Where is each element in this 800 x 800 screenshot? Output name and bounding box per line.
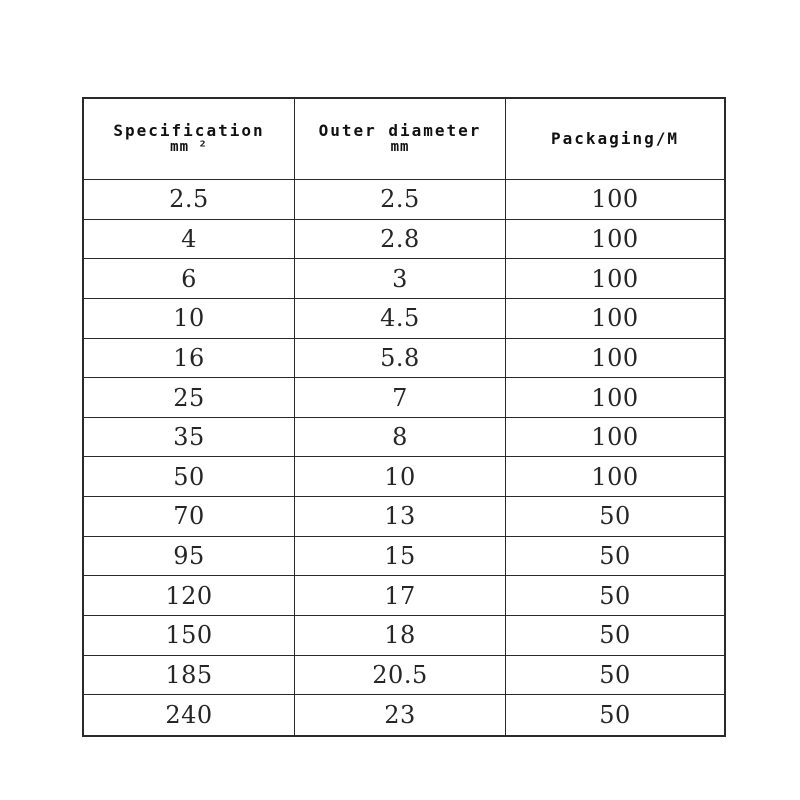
cell-specification: 25: [84, 378, 295, 418]
cell-specification: 95: [84, 537, 295, 577]
cell-specification: 50: [84, 457, 295, 497]
cell-outer-diameter: 8: [295, 418, 506, 458]
cell-outer-diameter: 17: [295, 576, 506, 616]
cell-outer-diameter: 2.8: [295, 220, 506, 260]
cell-packaging: 100: [506, 339, 724, 379]
cell-specification: 70: [84, 497, 295, 537]
cell-outer-diameter: 3: [295, 259, 506, 299]
cell-packaging: 50: [506, 537, 724, 577]
cell-specification: 6: [84, 259, 295, 299]
cell-outer-diameter: 7: [295, 378, 506, 418]
cell-outer-diameter: 10: [295, 457, 506, 497]
cell-specification: 120: [84, 576, 295, 616]
cell-packaging: 100: [506, 259, 724, 299]
header-outer-diameter-label: Outer diameter: [318, 121, 482, 141]
cell-specification: 185: [84, 656, 295, 696]
cell-packaging: 50: [506, 616, 724, 656]
cell-packaging: 100: [506, 299, 724, 339]
cell-packaging: 100: [506, 220, 724, 260]
header-packaging-label: Packaging/M: [551, 128, 679, 148]
cell-packaging: 50: [506, 576, 724, 616]
cell-packaging: 100: [506, 180, 724, 220]
cell-specification: 10: [84, 299, 295, 339]
cell-outer-diameter: 23: [295, 695, 506, 735]
header-packaging: [506, 99, 724, 180]
header-specification: [84, 99, 295, 180]
spec-table: [82, 97, 726, 737]
header-outer-diameter-unit: mm: [390, 139, 410, 156]
cell-specification: 240: [84, 695, 295, 735]
cell-outer-diameter: 20.5: [295, 656, 506, 696]
cell-outer-diameter: 13: [295, 497, 506, 537]
cell-packaging: 50: [506, 656, 724, 696]
cell-outer-diameter: 5.8: [295, 339, 506, 379]
cell-outer-diameter: 4.5: [295, 299, 506, 339]
header-outer-diameter: [295, 99, 506, 180]
cell-specification: 35: [84, 418, 295, 458]
cell-packaging: 100: [506, 378, 724, 418]
cell-packaging: 100: [506, 418, 724, 458]
cell-outer-diameter: 15: [295, 537, 506, 577]
cell-specification: 2.5: [84, 180, 295, 220]
cell-specification: 16: [84, 339, 295, 379]
cell-packaging: 50: [506, 497, 724, 537]
cell-specification: 4: [84, 220, 295, 260]
cell-specification: 150: [84, 616, 295, 656]
cell-packaging: 50: [599, 701, 631, 730]
header-specification-label: Specification: [113, 121, 265, 141]
cell-outer-diameter: 2.5: [295, 180, 506, 220]
header-specification-unit: mm ²: [170, 139, 208, 156]
cell-outer-diameter: 18: [295, 616, 506, 656]
cell-packaging: 100: [506, 457, 724, 497]
